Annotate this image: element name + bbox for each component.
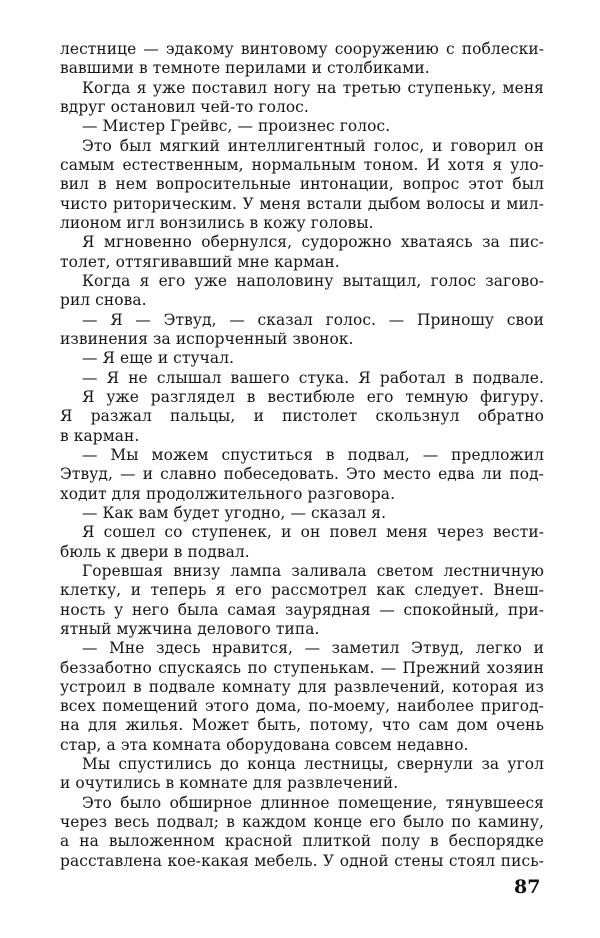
text-line: вил в нем вопросительные интонации, вопрос этот был xyxy=(60,175,544,194)
text-line: Я уже разглядел в вестибюле его темную фигуру. xyxy=(82,387,544,406)
text-line: а на выложенном красной плиткой полу в беспорядке xyxy=(60,832,544,851)
text-line: Горевшая внизу лампа заливала светом лестничную xyxy=(82,561,544,580)
text-line: ходит для продолжительного разговора. xyxy=(60,484,396,503)
text-line: ность у него была самая заурядная — спокойный, при- xyxy=(60,600,544,619)
text-line: лионом игл вонзились в кожу головы. xyxy=(60,213,374,232)
text-line: ятный мужчина делового типа. xyxy=(60,619,320,638)
text-line: стар, а эта комната оборудована совсем недавно. xyxy=(60,735,469,754)
text-line: Когда я уже поставил ногу на третью ступеньку, меня xyxy=(82,78,544,97)
text-line: — Я еще и стучал. xyxy=(82,349,235,368)
text-line: устроил в подвале комнату для развлечений, которая из xyxy=(60,677,544,696)
text-line: — Я — Этвуд, — сказал голос. — Приношу свои xyxy=(82,310,544,329)
text-line: — Мне здесь нравится, — заметил Этвуд, легко и xyxy=(82,639,544,658)
text-line: Это был мягкий интеллигентный голос, и говорил он xyxy=(82,136,544,155)
text-line: всех помещений этого дома, по-моему, наиболее пригод- xyxy=(60,697,544,716)
text-line: самым естественным, нормальным тоном. И хотя я уло- xyxy=(60,155,544,174)
text-line: бюль к двери в подвал. xyxy=(60,542,250,561)
text-line: Когда я его уже наполовину вытащил, голос загово- xyxy=(82,271,544,290)
text-line: рил снова. xyxy=(60,291,147,310)
text-line: лестнице — эдакому винтовому сооружению с поблески- xyxy=(60,40,544,58)
text-line: Я разжал пальцы, и пистолет скользнул обратно xyxy=(60,407,544,426)
page-text xyxy=(60,40,544,871)
text-line: — Я не слышал вашего стука. Я работал в подвале. xyxy=(82,368,544,387)
text-line: Это было обширное длинное помещение, тянувшееся xyxy=(82,793,544,812)
text-line: толет, оттягивавший мне карман. xyxy=(60,252,340,271)
text-line: чисто риторическим. У меня встали дыбом волосы и мил- xyxy=(60,194,544,213)
text-line: беззаботно спускаясь по ступенькам. — Прежний хозяин xyxy=(60,658,544,677)
text-line: Я сошел со ступенек, и он повел меня через вести- xyxy=(82,523,544,542)
text-line: Я мгновенно обернулся, судорожно хватаясь за пис- xyxy=(82,233,544,252)
text-line: клетку, и теперь я его рассмотрел как следует. Внеш- xyxy=(60,581,544,600)
text-line: — Мистер Грейвс, — произнес голос. xyxy=(82,117,391,136)
text-line: на для жилья. Может быть, потому, что сам дом очень xyxy=(60,716,544,735)
text-line: через весь подвал; в каждом конце его было по камину, xyxy=(60,813,544,832)
text-line: вдруг остановил чей-то голос. xyxy=(60,97,309,116)
text-line: вавшими в темноте перилами и столбиками. xyxy=(60,59,430,78)
text-line: в карман. xyxy=(60,426,140,445)
text-line: Этвуд, — и славно побеседовать. Это место едва ли под- xyxy=(60,465,544,484)
text-line: — Как вам будет угодно, — сказал я. xyxy=(82,503,387,522)
text-line: Мы спустились до конца лестницы, свернули за угол xyxy=(82,755,544,774)
page-number: 87 xyxy=(514,876,541,898)
text-line: и очутились в комнате для развлечений. xyxy=(60,774,399,793)
text-line: расставлена кое-какая мебель. У одной стены стоял пись- xyxy=(60,851,544,870)
text-line: — Мы можем спуститься в подвал, — предложил xyxy=(82,445,544,464)
text-line: извинения за испорченный звонок. xyxy=(60,329,354,348)
